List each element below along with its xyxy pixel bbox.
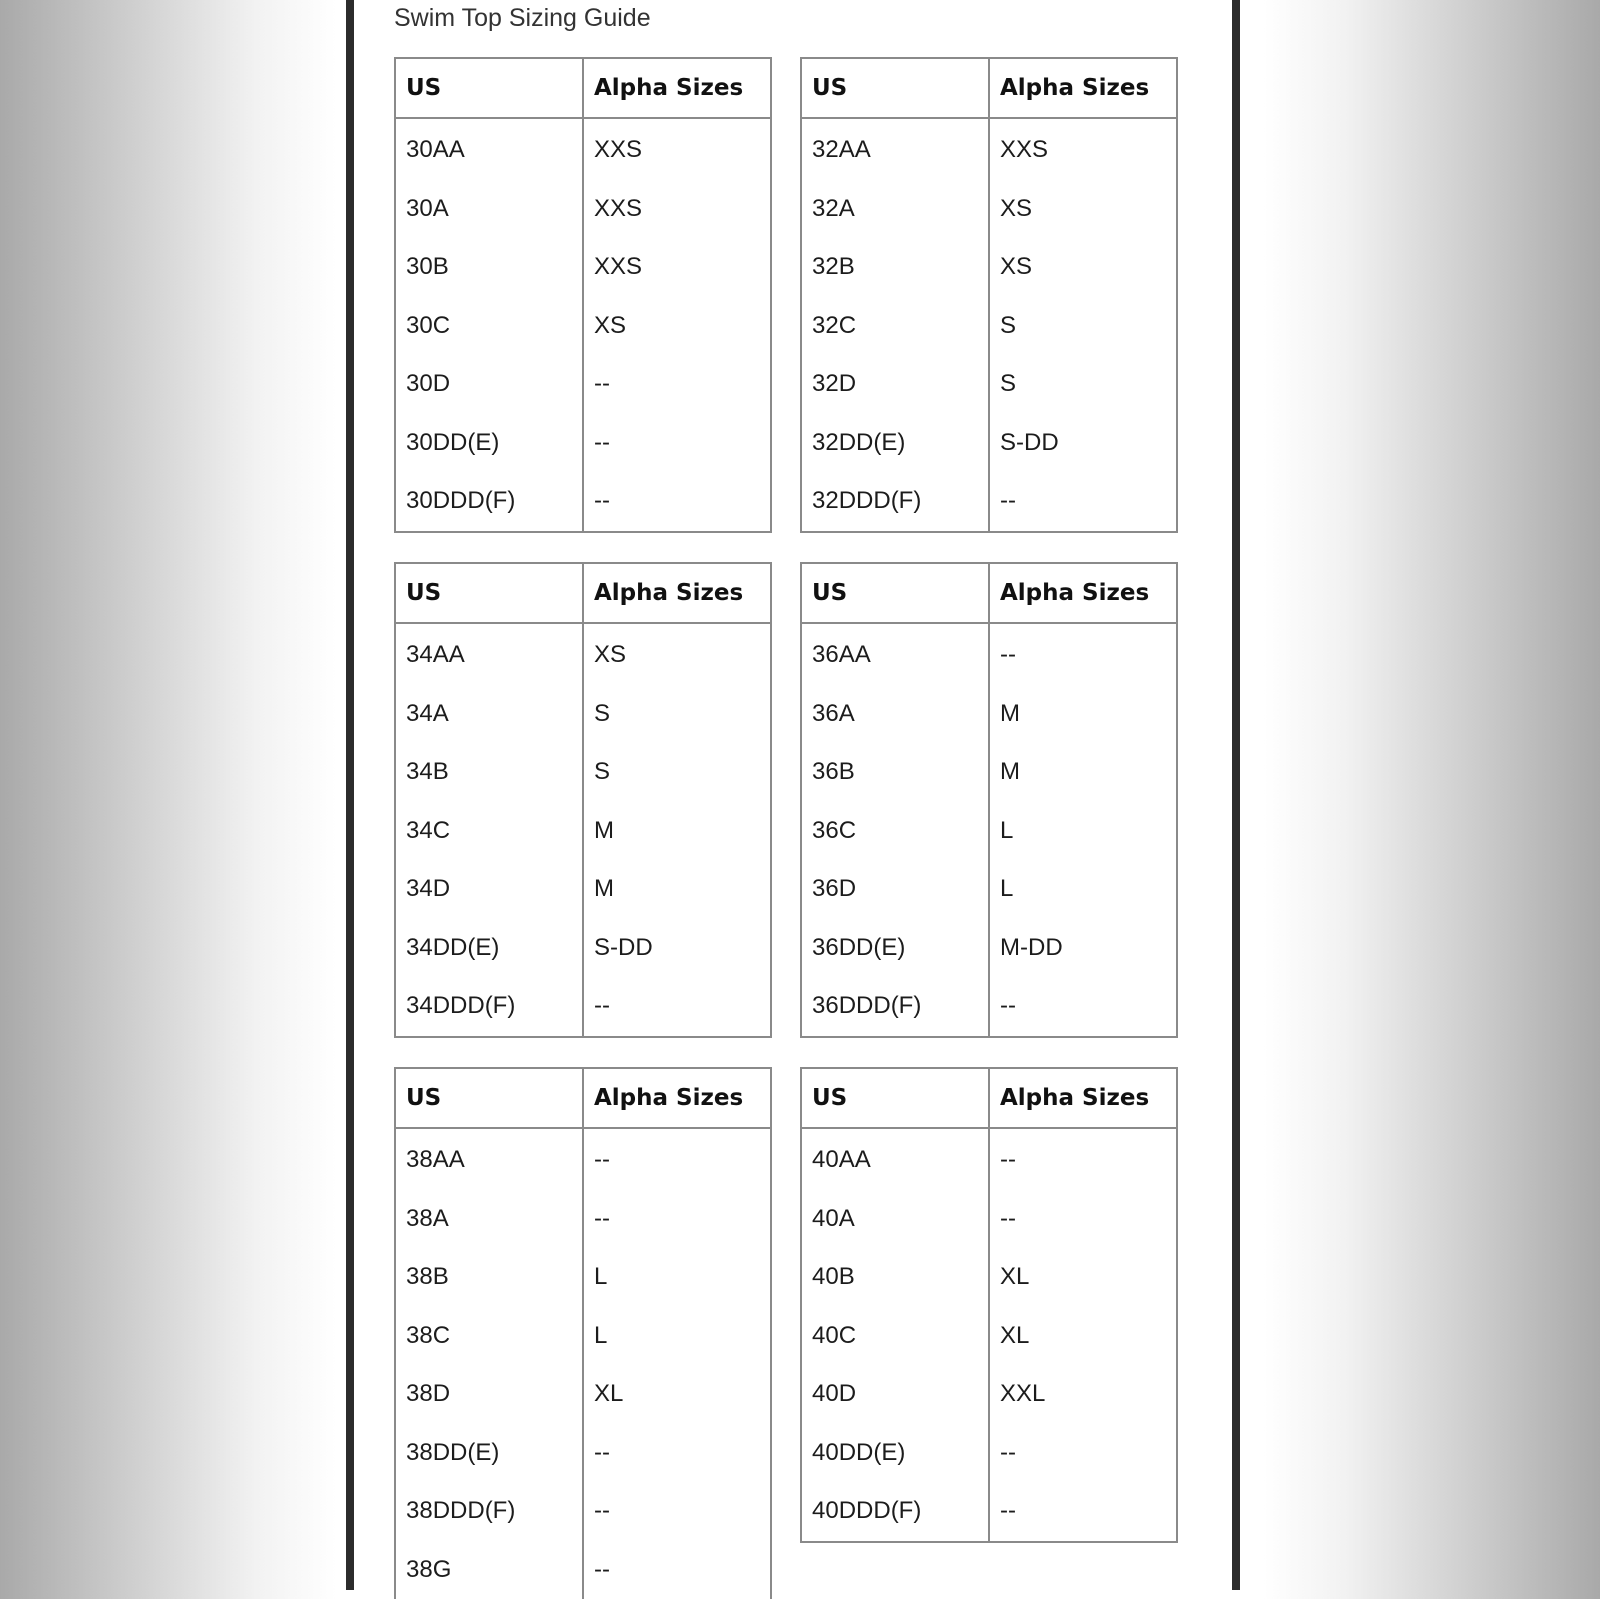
table-row <box>801 802 1177 861</box>
size-table <box>800 57 1178 533</box>
alpha-size-cell: XXS <box>989 118 1177 180</box>
table-row <box>801 1248 1177 1307</box>
us-size-cell: 36AA <box>801 623 989 685</box>
us-size-cell: 40DDD(F) <box>801 1482 989 1542</box>
table-header-row <box>395 58 771 118</box>
us-size-cell: 30B <box>395 238 583 297</box>
us-size-cell: 40B <box>801 1248 989 1307</box>
size-table <box>394 1067 772 1599</box>
us-size-cell: 36B <box>801 743 989 802</box>
table-header-row <box>801 1068 1177 1128</box>
us-size-cell: 36DDD(F) <box>801 977 989 1037</box>
alpha-size-cell: -- <box>583 1190 771 1249</box>
table-row <box>801 238 1177 297</box>
alpha-size-cell: S <box>989 355 1177 414</box>
alpha-size-cell: XXS <box>583 180 771 239</box>
alpha-sizes-header: Alpha Sizes <box>989 1068 1177 1128</box>
table-row <box>395 238 771 297</box>
us-size-cell: 34AA <box>395 623 583 685</box>
us-size-cell: 34A <box>395 685 583 744</box>
us-size-cell: 30D <box>395 355 583 414</box>
table-row <box>395 414 771 473</box>
us-size-cell: 40D <box>801 1365 989 1424</box>
alpha-sizes-header: Alpha Sizes <box>989 563 1177 623</box>
us-size-cell: 30A <box>395 180 583 239</box>
alpha-sizes-header: Alpha Sizes <box>989 58 1177 118</box>
us-size-cell: 40AA <box>801 1128 989 1190</box>
alpha-size-cell: L <box>583 1307 771 1366</box>
us-size-cell: 32DDD(F) <box>801 472 989 532</box>
table-row <box>395 860 771 919</box>
page-title: Swim Top Sizing Guide <box>394 4 651 33</box>
table-row <box>395 1128 771 1190</box>
table-row <box>801 743 1177 802</box>
alpha-size-cell: -- <box>583 472 771 532</box>
table-row <box>395 1365 771 1424</box>
alpha-size-cell: S <box>583 743 771 802</box>
us-size-cell: 34DDD(F) <box>395 977 583 1037</box>
table-row <box>395 180 771 239</box>
table-row <box>395 743 771 802</box>
us-size-cell: 30C <box>395 297 583 356</box>
us-size-cell: 32D <box>801 355 989 414</box>
alpha-size-cell: L <box>989 802 1177 861</box>
alpha-size-cell: -- <box>583 1128 771 1190</box>
alpha-sizes-header: Alpha Sizes <box>583 563 771 623</box>
alpha-size-cell: -- <box>583 414 771 473</box>
us-size-cell: 38AA <box>395 1128 583 1190</box>
us-size-cell: 34DD(E) <box>395 919 583 978</box>
alpha-size-cell: -- <box>989 1128 1177 1190</box>
us-size-cell: 32A <box>801 180 989 239</box>
us-header: US <box>395 1068 583 1128</box>
alpha-size-cell: M-DD <box>989 919 1177 978</box>
table-header-row <box>395 1068 771 1128</box>
alpha-size-cell: XL <box>583 1365 771 1424</box>
us-header: US <box>801 58 989 118</box>
table-row <box>801 297 1177 356</box>
us-header: US <box>395 58 583 118</box>
alpha-size-cell: S-DD <box>989 414 1177 473</box>
table-row <box>801 860 1177 919</box>
us-size-cell: 32B <box>801 238 989 297</box>
size-table <box>800 1067 1178 1543</box>
alpha-size-cell: M <box>989 685 1177 744</box>
alpha-size-cell: -- <box>989 977 1177 1037</box>
table-row <box>395 623 771 685</box>
alpha-size-cell: XXL <box>989 1365 1177 1424</box>
us-size-cell: 38A <box>395 1190 583 1249</box>
us-size-cell: 30AA <box>395 118 583 180</box>
us-size-cell: 38DD(E) <box>395 1424 583 1483</box>
alpha-size-cell: XXS <box>583 238 771 297</box>
table-row <box>801 1190 1177 1249</box>
us-header: US <box>801 563 989 623</box>
us-size-cell: 36C <box>801 802 989 861</box>
alpha-size-cell: M <box>583 802 771 861</box>
alpha-size-cell: XS <box>583 297 771 356</box>
us-size-cell: 38C <box>395 1307 583 1366</box>
us-size-cell: 40C <box>801 1307 989 1366</box>
table-row <box>395 355 771 414</box>
table-row <box>801 623 1177 685</box>
alpha-size-cell: S <box>989 297 1177 356</box>
table-row <box>801 414 1177 473</box>
us-size-cell: 38D <box>395 1365 583 1424</box>
us-size-cell: 40DD(E) <box>801 1424 989 1483</box>
alpha-size-cell: L <box>583 1248 771 1307</box>
table-row <box>801 977 1177 1037</box>
size-table <box>394 57 772 533</box>
us-size-cell: 38G <box>395 1541 583 1599</box>
table-row <box>395 802 771 861</box>
table-row <box>395 1482 771 1541</box>
alpha-size-cell: XS <box>583 623 771 685</box>
alpha-size-cell: -- <box>583 1482 771 1541</box>
us-size-cell: 36DD(E) <box>801 919 989 978</box>
table-row <box>395 118 771 180</box>
alpha-size-cell: XS <box>989 180 1177 239</box>
alpha-size-cell: -- <box>989 623 1177 685</box>
table-row <box>801 919 1177 978</box>
us-size-cell: 36A <box>801 685 989 744</box>
table-header-row <box>801 563 1177 623</box>
table-row <box>395 1307 771 1366</box>
alpha-size-cell: XS <box>989 238 1177 297</box>
alpha-size-cell: XL <box>989 1248 1177 1307</box>
size-table <box>800 562 1178 1038</box>
us-size-cell: 34B <box>395 743 583 802</box>
us-size-cell: 32AA <box>801 118 989 180</box>
table-row <box>395 1190 771 1249</box>
alpha-size-cell: -- <box>989 472 1177 532</box>
table-row <box>395 1248 771 1307</box>
table-row <box>801 472 1177 532</box>
us-size-cell: 38B <box>395 1248 583 1307</box>
us-size-cell: 36D <box>801 860 989 919</box>
us-size-cell: 30DD(E) <box>395 414 583 473</box>
table-row <box>801 1482 1177 1542</box>
alpha-sizes-header: Alpha Sizes <box>583 1068 771 1128</box>
table-header-row <box>801 58 1177 118</box>
us-size-cell: 32C <box>801 297 989 356</box>
us-header: US <box>801 1068 989 1128</box>
table-header-row <box>395 563 771 623</box>
table-row <box>395 472 771 532</box>
alpha-size-cell: XXS <box>583 118 771 180</box>
table-row <box>395 297 771 356</box>
alpha-size-cell: -- <box>989 1482 1177 1542</box>
table-row <box>801 1307 1177 1366</box>
alpha-size-cell: M <box>989 743 1177 802</box>
table-row <box>801 355 1177 414</box>
table-row <box>801 118 1177 180</box>
alpha-size-cell: -- <box>583 355 771 414</box>
alpha-size-cell: S-DD <box>583 919 771 978</box>
us-size-cell: 32DD(E) <box>801 414 989 473</box>
table-row <box>395 919 771 978</box>
alpha-size-cell: M <box>583 860 771 919</box>
size-table <box>394 562 772 1038</box>
alpha-size-cell: -- <box>583 1424 771 1483</box>
alpha-size-cell: -- <box>583 1541 771 1599</box>
alpha-sizes-header: Alpha Sizes <box>583 58 771 118</box>
alpha-size-cell: -- <box>989 1190 1177 1249</box>
table-row <box>801 1424 1177 1483</box>
alpha-size-cell: -- <box>989 1424 1177 1483</box>
alpha-size-cell: XL <box>989 1307 1177 1366</box>
us-size-cell: 34D <box>395 860 583 919</box>
us-size-cell: 38DDD(F) <box>395 1482 583 1541</box>
table-row <box>801 1128 1177 1190</box>
table-row <box>395 977 771 1037</box>
us-size-cell: 34C <box>395 802 583 861</box>
table-row <box>801 1365 1177 1424</box>
alpha-size-cell: -- <box>583 977 771 1037</box>
table-row <box>395 685 771 744</box>
table-row <box>801 180 1177 239</box>
alpha-size-cell: L <box>989 860 1177 919</box>
table-row <box>395 1424 771 1483</box>
us-size-cell: 40A <box>801 1190 989 1249</box>
us-size-cell: 30DDD(F) <box>395 472 583 532</box>
alpha-size-cell: S <box>583 685 771 744</box>
us-header: US <box>395 563 583 623</box>
table-row <box>801 685 1177 744</box>
table-row <box>395 1541 771 1599</box>
